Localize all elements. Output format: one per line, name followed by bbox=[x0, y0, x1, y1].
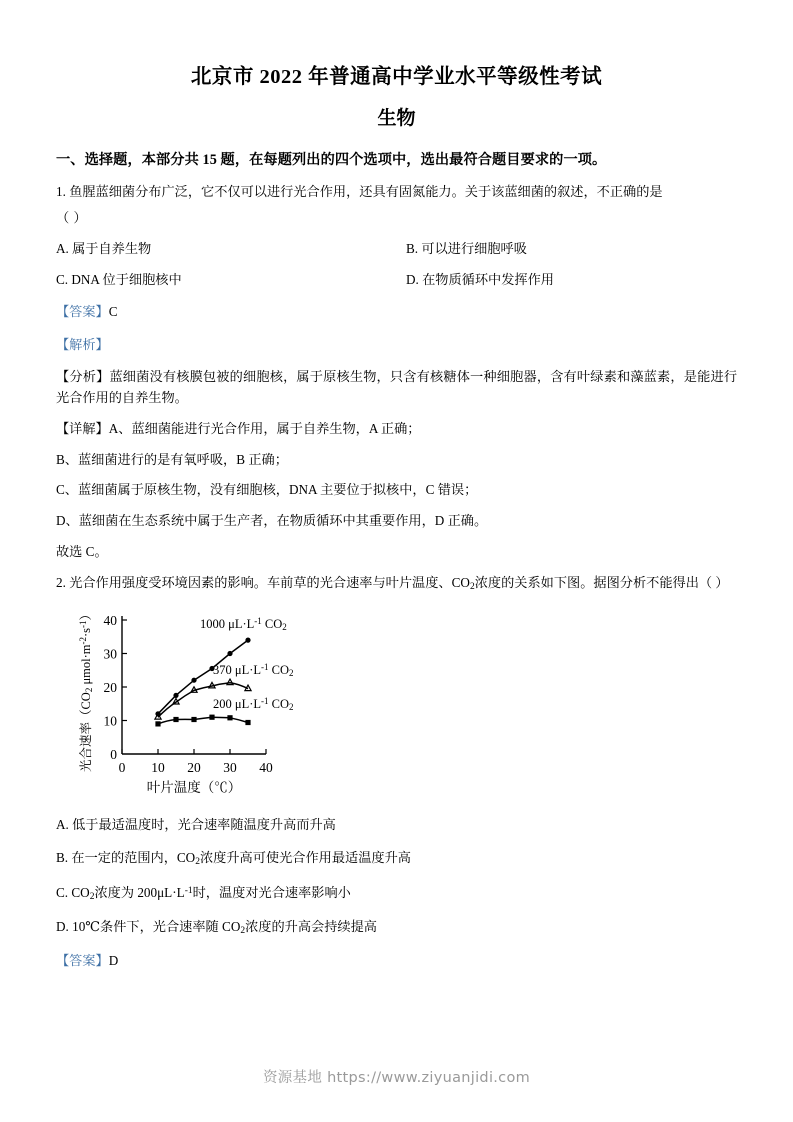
ann-370-gas: CO bbox=[268, 663, 290, 678]
q2-opt-b-post: 浓度升高可使光合作用最适温度升高 bbox=[199, 850, 411, 866]
ann-200-value: 200 bbox=[213, 697, 235, 712]
ylabel-prefix: 光合速率（CO bbox=[79, 692, 93, 773]
chart-xtick-40: 40 bbox=[259, 760, 273, 776]
question-1-options-row-1 bbox=[56, 228, 737, 259]
q2-opt-d-pre: D. 10℃条件下，光合速率随 CO bbox=[56, 918, 241, 934]
q2-opt-c-mid: 浓度为 200μL·L bbox=[94, 884, 185, 900]
chart-xtick-30: 30 bbox=[223, 760, 237, 776]
question-1-option-c[interactable]: C. DNA 位于细胞核中 bbox=[56, 271, 182, 287]
ann-370-sup: -1 bbox=[261, 662, 269, 673]
chart-xtick-10: 10 bbox=[151, 760, 165, 776]
ann-200-sup: -1 bbox=[261, 696, 269, 707]
ann-370-unit: μL·L bbox=[234, 663, 262, 678]
question-1-answer-value: C bbox=[108, 304, 118, 320]
ylabel-sub1: 2 bbox=[84, 688, 95, 693]
question-1-answer-blank: （ ） bbox=[56, 209, 88, 225]
ann-200-unit: μL·L bbox=[234, 697, 262, 712]
question-2 bbox=[56, 563, 737, 971]
chart-y-axis-label bbox=[78, 608, 94, 772]
question-2-option-a[interactable]: A. 低于最适温度时，光合速率随温度升高而升高 bbox=[56, 817, 336, 833]
watermark-url: https://www.ziyuanjidi.com bbox=[327, 1070, 531, 1086]
chart-y-ticks bbox=[122, 620, 127, 721]
chart-x-axis-label: 叶片温度（℃） bbox=[146, 780, 242, 796]
chart-ytick-10: 10 bbox=[103, 713, 117, 729]
question-1-stem-text: 鱼腥蓝细菌分布广泛，它不仅可以进行光合作用，还具有固氮能力。关于该蓝细菌的叙述，不正确的是 bbox=[69, 183, 663, 199]
question-2-option-d[interactable] bbox=[56, 904, 737, 938]
page-title: 北京市 2022 年普通高中学业水平等级性考试 bbox=[190, 66, 603, 88]
question-2-stem-sub: 2 bbox=[469, 582, 475, 593]
chart-ytick-40: 40 bbox=[103, 613, 117, 629]
question-1-answer bbox=[56, 289, 737, 322]
question-1-stem bbox=[56, 172, 737, 202]
question-2-answer bbox=[56, 938, 737, 971]
detail-text-a: A、蓝细菌能进行光合作用，属于自养生物，A 正确； bbox=[108, 420, 421, 436]
ann-1000-gas: CO bbox=[261, 617, 283, 632]
ylabel-dot: ·s bbox=[79, 628, 93, 638]
question-1 bbox=[56, 172, 737, 563]
svg-text:光合速率（CO2 μmol·m-2·s-1） bbox=[78, 608, 94, 772]
chart-annotation-370 bbox=[213, 663, 294, 679]
question-1-analysis-tag bbox=[56, 322, 737, 355]
question-1-detail-a bbox=[56, 409, 737, 440]
question-1-option-d[interactable]: D. 在物质循环中发挥作用 bbox=[406, 271, 554, 287]
question-2-number: 2. bbox=[56, 574, 66, 590]
question-1-number: 1. bbox=[56, 183, 66, 199]
ylabel-suffix: ） bbox=[79, 608, 93, 621]
analysis-label: 【分析】 bbox=[56, 368, 110, 384]
q2-opt-c-pre: C. CO bbox=[56, 884, 90, 900]
ylabel-mid: μmol·m bbox=[79, 644, 93, 689]
chart-series-200-line bbox=[158, 718, 248, 725]
q2-opt-b-pre: B. 在一定的范围内，CO bbox=[56, 850, 196, 866]
question-2-stem bbox=[56, 563, 737, 595]
q2-opt-b-sub: 2 bbox=[195, 857, 200, 868]
chart-ytick-20: 20 bbox=[103, 680, 117, 696]
ylabel-sup1: -2 bbox=[78, 637, 89, 645]
question-2-options bbox=[56, 802, 737, 938]
footer-watermark bbox=[0, 1066, 793, 1087]
ann-200-sub: 2 bbox=[289, 702, 294, 713]
question-1-option-a[interactable]: A. 属于自养生物 bbox=[56, 240, 152, 256]
page-subtitle: 生物 bbox=[377, 107, 416, 129]
q2-opt-c-sub: 2 bbox=[89, 891, 95, 902]
ann-200-gas: CO bbox=[268, 697, 290, 712]
chart-ytick-0: 0 bbox=[110, 747, 117, 763]
detail-label: 【详解】 bbox=[56, 420, 109, 436]
question-2-answer-value: D bbox=[108, 953, 119, 969]
ann-370-value: 370 bbox=[213, 663, 235, 678]
question-2-option-c[interactable] bbox=[56, 870, 737, 904]
chart-xtick-0: 0 bbox=[118, 760, 126, 776]
question-1-detail-d: D、蓝细菌在生态系统中属于生产者，在物质循环中其重要作用，D 正确。 bbox=[56, 513, 488, 529]
chart-y-tick-labels bbox=[104, 613, 118, 762]
chart-annotation-200 bbox=[213, 697, 294, 713]
chart-svg bbox=[70, 602, 360, 802]
ylabel-sup2: -1 bbox=[78, 620, 89, 629]
question-1-detail-b: B、蓝细菌进行的是有氧呼吸，B 正确； bbox=[56, 451, 288, 467]
analysis-text: 蓝细菌没有核膜包被的细胞核，属于原核生物，只含有核糖体一种细胞器，含有叶绿素和藻蓝素，是能进行光合作用的自养生物。 bbox=[56, 368, 738, 405]
chart-x-ticks bbox=[122, 749, 266, 754]
analysis-tag: 【解析】 bbox=[56, 337, 109, 353]
q2-opt-d-sub: 2 bbox=[240, 925, 246, 936]
chart-annotation-1000 bbox=[200, 617, 287, 633]
answer-tag: 【答案】 bbox=[56, 953, 109, 969]
question-1-analysis bbox=[56, 355, 737, 409]
q2-opt-c-sup: -1 bbox=[184, 885, 193, 896]
ann-1000-value: 1000 bbox=[200, 617, 229, 632]
ann-1000-sub: 2 bbox=[282, 622, 287, 633]
section-heading: 一、选择题，本部分共 15 题，在每题列出的四个选项中，选出最符合题目要求的一项。 bbox=[56, 152, 607, 169]
ann-370-sub: 2 bbox=[289, 668, 294, 679]
ann-1000-unit: μL·L bbox=[228, 617, 255, 632]
answer-tag: 【答案】 bbox=[56, 304, 109, 320]
question-1-conclusion: 故选 C。 bbox=[56, 544, 108, 560]
q2-opt-d-post: 浓度的升高会持续提高 bbox=[245, 918, 377, 934]
question-2-option-b[interactable] bbox=[56, 835, 737, 869]
question-1-options-row-2 bbox=[56, 259, 737, 290]
watermark-site-name: 资源基地 bbox=[262, 1070, 323, 1086]
question-2-stem-part1: 光合作用强度受环境因素的影响。车前草的光合速率与叶片温度、CO bbox=[69, 574, 470, 590]
photosynthesis-rate-chart bbox=[56, 594, 737, 802]
chart-ytick-30: 30 bbox=[103, 646, 117, 662]
q2-opt-c-post: 时，温度对光合速率影响小 bbox=[192, 884, 351, 900]
question-1-option-b[interactable]: B. 可以进行细胞呼吸 bbox=[406, 240, 527, 256]
question-2-stem-part2: 浓度的关系如下图。据图分析不能得出（ ） bbox=[474, 574, 729, 590]
ann-1000-sup: -1 bbox=[254, 616, 262, 627]
chart-x-tick-labels bbox=[119, 760, 273, 775]
chart-xtick-20: 20 bbox=[187, 760, 201, 776]
question-1-detail-c: C、蓝细菌属于原核生物，没有细胞核，DNA 主要位于拟核中，C 错误； bbox=[56, 482, 478, 498]
